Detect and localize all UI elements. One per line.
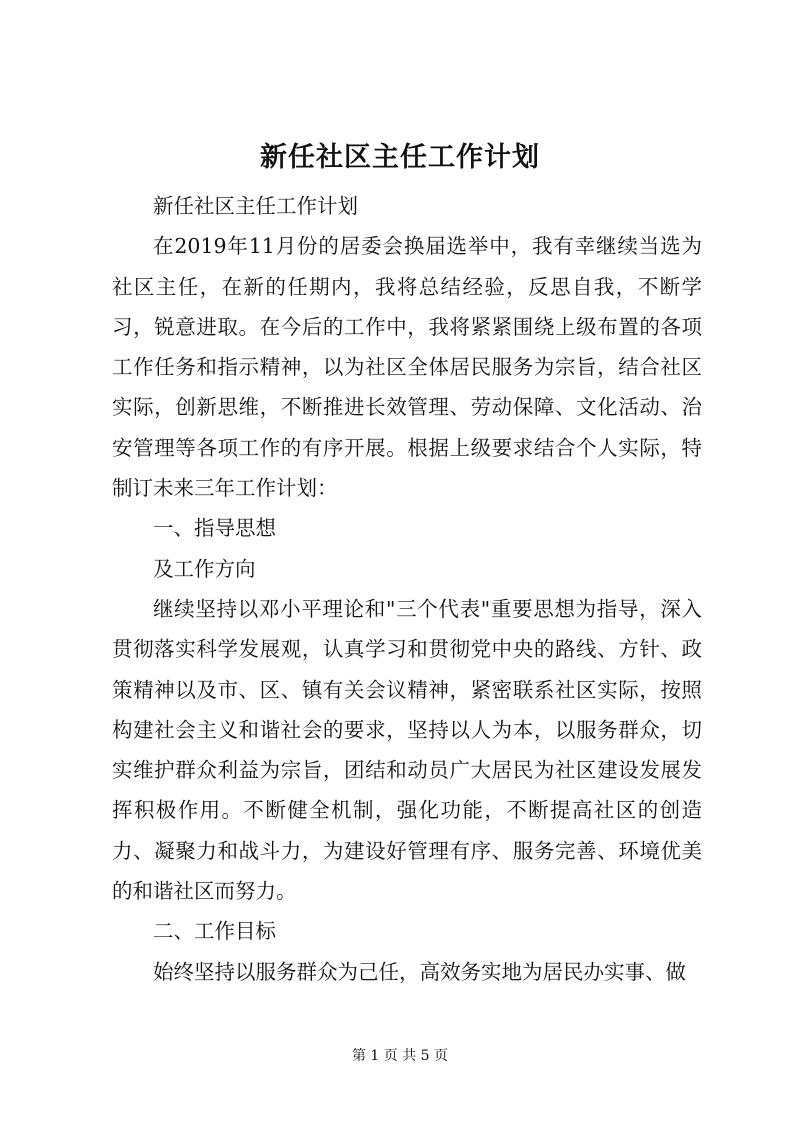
paragraph-guiding-thought: 继续坚持以邓小平理论和"三个代表"重要思想为指导，深入贯彻落实科学发展观，认真学习和贯彻党中央的路线、方针、政策精神以及市、区、镇有关会议精神，紧密联系社区实际，按照构建社会主义和谐社会的要求，坚持以人为本，以服务群众，切实维护群众利益为宗旨，团结和动员广大居民为社区建设发展发挥积极作用。不断健全机制，强化功能，不断提高社区的创造力、凝聚力和战斗力，为建设好管理有序、服务完善、环境优美的和谐社区而努力。: [112, 596, 702, 904]
section-subheading-work-direction: 及工作方向: [153, 556, 256, 581]
section-heading-guiding-thought: 一、指导思想: [153, 516, 276, 541]
paragraph-work-goals: 始终坚持以服务群众为己任，高效务实地为居民办实事、做: [153, 959, 686, 984]
paragraph-subtitle: 新任社区主任工作计划: [153, 194, 358, 218]
section-heading-work-goals: 二、工作目标: [153, 919, 276, 944]
page-footer: 第 1 页 共 5 页: [351, 1048, 449, 1064]
paragraph-intro: 在2019年11月份的居委会换届选举中，我有幸继续当选为社区主任，在新的任期内，我将总结经验，反思自我，不断学习，锐意进取。在今后的工作中，我将紧紧围绕上级布置的各项工作任务和指示精神，以为社区全体居民服务为宗旨，结合社区实际，创新思维，不断推进长效管理、劳动保障、文化活动、治安管理等各项工作的有序开展。根据上级要求结合个人实际，特制订未来三年工作计划：: [112, 234, 702, 501]
document-body: [112, 186, 702, 992]
document-title: 新任社区主任工作计划: [260, 142, 540, 173]
